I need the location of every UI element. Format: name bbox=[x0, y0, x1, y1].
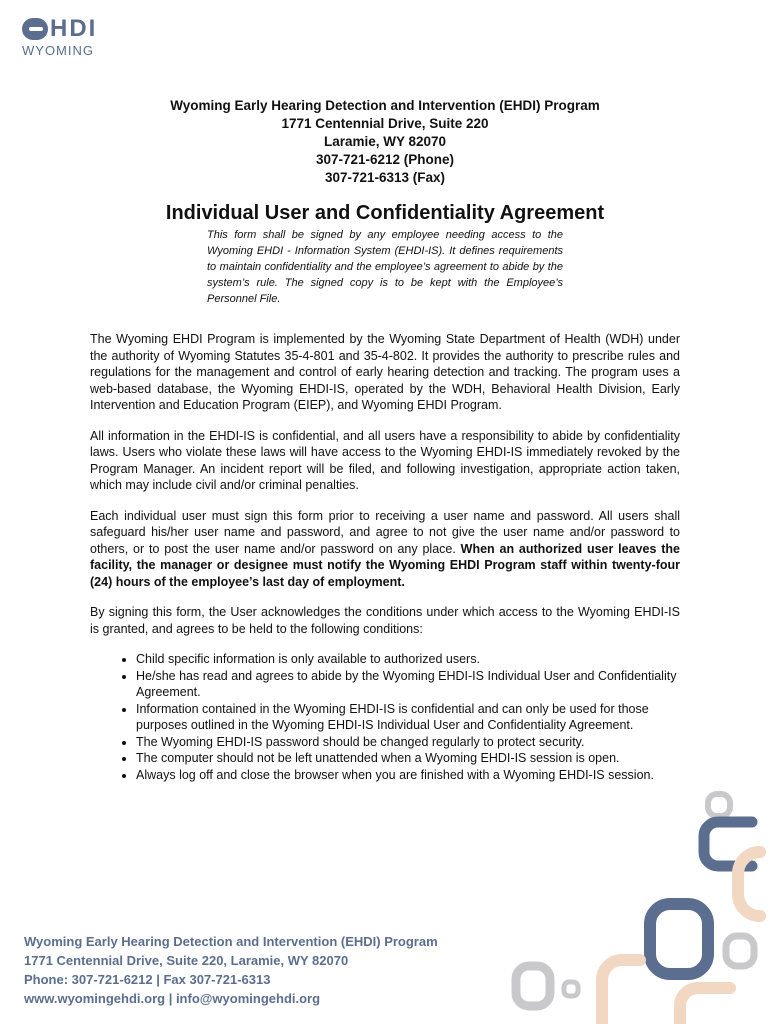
footer-address: 1771 Centennial Drive, Suite 220, Laramie, WY 82070 bbox=[24, 953, 349, 968]
logo-region: WYOMING bbox=[22, 43, 94, 58]
logo-mark bbox=[22, 15, 98, 42]
condition-item: • The computer should not be left unattended when a Wyoming EHDI-IS session is open. bbox=[136, 750, 680, 767]
paragraph-confidentiality: All information in the EHDI-IS is confidential, and all users have a responsibility to abide by confidentiality laws. Users who violate these laws will have access to the Wyoming EHDI-IS immediately revoked by the Program Manager. An incident report will be filed, and following investigation, appropriate action taken, which may include civil and/or criminal penalties. bbox=[90, 428, 680, 492]
header-address2: Laramie, WY 82070 bbox=[323, 134, 447, 149]
header-phone: 307-721-6212 (Phone) bbox=[315, 152, 455, 167]
logo-e-icon bbox=[22, 18, 48, 40]
footer bbox=[24, 932, 438, 1008]
deco-shape-gray-small-top bbox=[708, 794, 730, 816]
condition-item: • Information contained in the Wyoming EHDI-IS is confidential and can only be used for those purposes outlined in the Wyoming EHDI-IS Individual User and Confidentiality Agreement. bbox=[136, 701, 680, 734]
conditions-list bbox=[90, 651, 680, 783]
intro-note: This form shall be signed by any employee needing access to the Wyoming EHDI - Information System (EHDI-IS). It defines requirements to maintain confidentiality and the employee’s agreement to abide by the system’s rule. The signed copy is to be kept with the Employee’s Personnel File. bbox=[207, 229, 563, 305]
document-body bbox=[90, 331, 680, 783]
paragraph-acknowledgement: By signing this form, the User acknowledges the conditions under which access to the Wyoming EHDI-IS is granted, and agrees to be held to the following conditions: bbox=[90, 605, 680, 636]
credentials-notice: When an authorized user leaves the facility, the manager or designee must notify the Wyoming EHDI Program staff within twenty-four (24) hours of the employee’s last day of employment. bbox=[90, 541, 680, 589]
letterhead bbox=[90, 97, 680, 187]
deco-shape-gray-small bbox=[726, 936, 754, 966]
paragraph-credentials bbox=[90, 508, 680, 591]
deco-shape-peach-left bbox=[602, 960, 640, 1024]
credentials-text: Each individual user must sign this form prior to receiving a user name and password. All users shall safeguard his/her user name and password, and agree to not give the user name and/or password to others, or to post the user name and/or password on any place. bbox=[90, 508, 680, 556]
footer-web: www.wyomingehdi.org | info@wyomingehdi.org bbox=[24, 991, 321, 1006]
condition-item: • The Wyoming EHDI-IS password should be changed regularly to protect security. bbox=[136, 734, 680, 751]
condition-item: • He/she has read and agrees to abide by the Wyoming EHDI-IS Individual User and Confidentiality Agreement. bbox=[136, 668, 680, 701]
condition-item: • Child specific information is only available to authorized users. bbox=[136, 651, 680, 668]
header-fax: 307-721-6313 (Fax) bbox=[324, 170, 446, 185]
condition-item: • Always log off and close the browser when you are finished with a Wyoming EHDI-IS session. bbox=[136, 767, 680, 784]
paragraph-authority: The Wyoming EHDI Program is implemented by the Wyoming State Department of Health (WDH) under the authority of Wyoming Statutes 35-4-801 and 35-4-802. It provides the authority to prescribe rules and regulations for the management and control of early hearing detection and tracking. The program uses a web-based database, the Wyoming EHDI-IS, operated by the WDH, Behavioral Health Division, Early Intervention and Education Program (EIEP), and Wyoming EHDI Program. bbox=[90, 332, 680, 412]
decorative-shapes bbox=[490, 780, 770, 1024]
ehdi-logo bbox=[22, 15, 98, 58]
footer-contact: Phone: 307-721-6212 | Fax 307-721-6313 bbox=[24, 972, 271, 987]
document-title: Individual User and Confidentiality Agreement bbox=[165, 202, 605, 224]
deco-shape-peach-right bbox=[738, 852, 760, 916]
deco-shape-peach-bottom bbox=[680, 988, 730, 1024]
deco-shape-gray-mid bbox=[516, 966, 550, 1006]
logo-brand: HDI bbox=[50, 15, 98, 42]
footer-program: Wyoming Early Hearing Detection and Intervention (EHDI) Program bbox=[24, 934, 438, 949]
deco-shape-blue-large bbox=[650, 904, 708, 974]
header-program: Wyoming Early Hearing Detection and Intervention (EHDI) Program bbox=[170, 98, 600, 113]
deco-shape-gray-tiny bbox=[564, 982, 578, 996]
header-address1: 1771 Centennial Drive, Suite 220 bbox=[281, 116, 489, 131]
